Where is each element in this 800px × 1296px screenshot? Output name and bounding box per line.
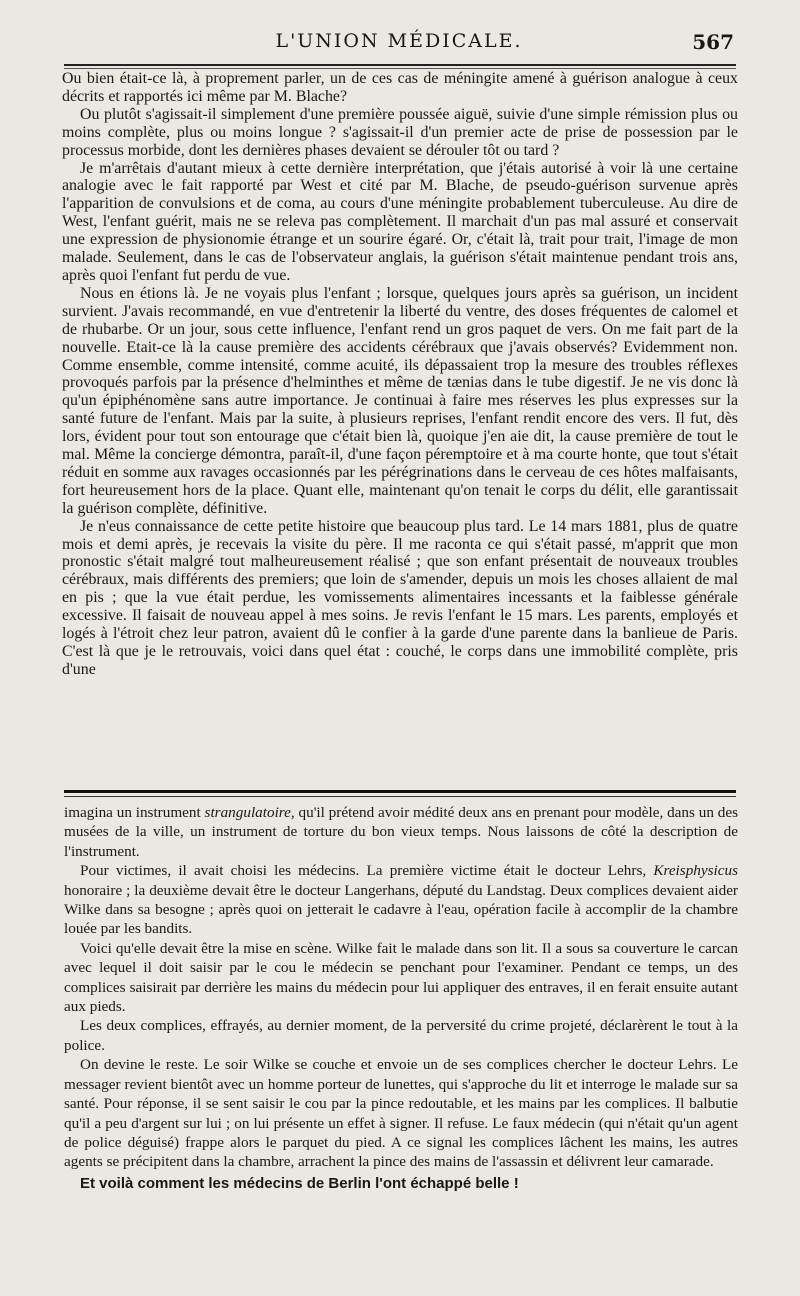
- footnote-paragraph-4: Les deux complices, effrayés, au dernier moment, de la perversité du crime projeté, déclarèrent le tout à la police.: [64, 1017, 738, 1054]
- footnote-paragraph-1: [64, 803, 738, 861]
- footnote-text-segment: honoraire ; la deuxième devait être le docteur Langerhans, député du Landstag. Deux complices devaient aider Wilke dans sa besogne ; après quoi on jetterait le cadavre à l'eau, opération facile à accomplir de la chambre louée par les bandits.: [64, 881, 738, 938]
- footnote-section: [64, 803, 738, 1193]
- footnote-paragraph-3: Voici qu'elle devait être la mise en scène. Wilke fait le malade dans son lit. Il a sous sa couverture le carcan avec lequel il doit saisir par le cou le médecin se penchant pour l'examiner. Pendant ce temps, un des complices saisirait par derrière les mains du médecin pour lui appliquer des entraves, il en ferait ensuite autant aux pieds.: [64, 939, 738, 1016]
- header-rule: [64, 64, 736, 66]
- page-number: 567: [692, 30, 734, 54]
- footnote-italic-term: strangulatoire: [204, 804, 291, 821]
- running-title: L'UNION MÉDICALE.: [275, 30, 523, 52]
- footnote-text-segment: , qu'il prétend avoir médité deux ans en prenant pour modèle, dans un des musées de la ville, un instrument de torture du bon vieux temps. Nous laissons de côté la description de l'instrument.: [64, 804, 738, 860]
- paragraph-1: Ou bien était-ce là, à proprement parler, un de ces cas de méningite amené à guérison analogue à ceux décrits et rapportés ici même par M. Blache?: [62, 70, 738, 105]
- paragraph-5: Je n'eus connaissance de cette petite histoire que beaucoup plus tard. Le 14 mars 1881, plus de quatre mois et demi après, je recevais la visite du père. Il me raconta ce qui s'était passé, m'apprit que mon pronostic s'était malgré tout malheureusement réalisé ; que son enfant présentait de nouveaux troubles cérébraux, mais différents des premiers; que loin de s'amender, depuis un mois les choses allaient de mal en pis ; que la vue était perdue, les vomissements alimentaires incessants et la faiblesse générale excessive. Il faisait de nouveau appel à mes soins. Je revis l'enfant le 15 mars. Les parents, employés et logés à l'étroit chez leur patron, avaient dû le confier à la garde d'une parente dans la banlieue de Paris. C'est là que je le retrouvais, voici dans quel état : couché, le corps dans une immobilité complète, pris d'une: [62, 517, 738, 678]
- paragraph-2: Ou plutôt s'agissait-il simplement d'une première poussée aiguë, suivie d'une simple rémission plus ou moins complète, plus ou moins longue ? s'agissait-il d'un premier acte de prise de possession par le processus morbide, dont les dernières phases devaient se dérouler tôt ou tard ?: [62, 105, 738, 159]
- footnote-italic-term: Kreisphysicus: [653, 862, 738, 880]
- page-header: [64, 22, 734, 58]
- paragraph-4: Nous en étions là. Je ne voyais plus l'enfant ; lorsque, quelques jours après sa guérison, un incident survient. J'avais recommandé, en vue d'entretenir la liberté du ventre, des doses fréquentes de calomel et de rhubarbe. Or un jour, sous cette influence, l'enfant rend un gros paquet de vers. On me fait part de la nouvelle. Etait-ce là la cause première des accidents cérébraux que j'avais observés? Evidemment non. Comme ensemble, comme intensité, comme acuité, ils dépassaient trop la mesure des troubles réflexes provoqués parfois par la présence d'helminthes et même de tænias dans le tube digestif. Je ne vis donc là qu'un épiphénomène sans autre importance. Je continuai à faire mes réserves les plus expresses sur la santé future de l'enfant. Mais par la suite, à plusieurs reprises, l'enfant rendit encore des vers. Il fut, dès lors, évident pour tout son entourage que c'était bien là, quoique j'en aie dit, la cause première de tout le mal. Même la concierge démontra, paraît-il, d'une façon péremptoire et à ma courte honte, que tout s'était réduit en somme aux ravages occasionnés par les pérégrinations dans le cerveau de ces hôtes malfaisants, fort heureusement hors de la place. Quant elle, maintenant qu'on tenait le corps du délit, elle garantissait la guérison complète, définitive.: [62, 284, 738, 517]
- main-text: [62, 70, 738, 679]
- footnote-paragraph-5: On devine le reste. Le soir Wilke se couche et envoie un de ses complices chercher le docteur Lehrs. Le messager revient bientôt avec un homme porteur de lunettes, qui s'approche du lit et interroge le malade sur sa santé. Pour réponse, il se sent saisir le cou par la pince redoutable, et les mains par les complices. Il balbutie qu'il a peu d'argent sur lui ; on lui présente un effet à signer. Il refuse. Le faux médecin (qui n'était qu'un agent de police déguisé) frappe alors le parquet du pied. A ce signal les complices lâchent les mains, les autres agents se précipitent dans la chambre, arrachent la pince des mains de l'assassin et délivrent leur camarade.: [64, 1056, 738, 1171]
- footnote-text-segment: Pour victimes, il avait choisi les médecins. La première victime était le docteur Lehrs,: [80, 862, 654, 880]
- paragraph-3: Je m'arrêtais d'autant mieux à cette dernière interprétation, que j'étais autorisé à voir là une certaine analogie avec le fait rapporté par West et cité par M. Blache, de pseudo-guérison survenue après l'apparition de convulsions et de coma, au cours d'une méningite probablement tuberculeuse. Au dire de West, l'enfant guérit, mais ne se releva pas complètement. Il marchait d'un pas mal assuré et conservait une expression de physionomie étrange et un sourire égaré. Or, c'était là, trait pour trait, l'image de mon malade. Seulement, dans le cas de l'observateur anglais, la guérison s'était maintenue pendant trois ans, après quoi l'enfant fut perdu de vue.: [62, 159, 738, 284]
- footnote-text-segment: imagina un instrument: [64, 804, 205, 821]
- footnote-paragraph-2: [64, 861, 738, 939]
- closing-line: Et voilà comment les médecins de Berlin l'ont échappé belle !: [80, 1174, 519, 1192]
- footnote-rule: [64, 790, 736, 793]
